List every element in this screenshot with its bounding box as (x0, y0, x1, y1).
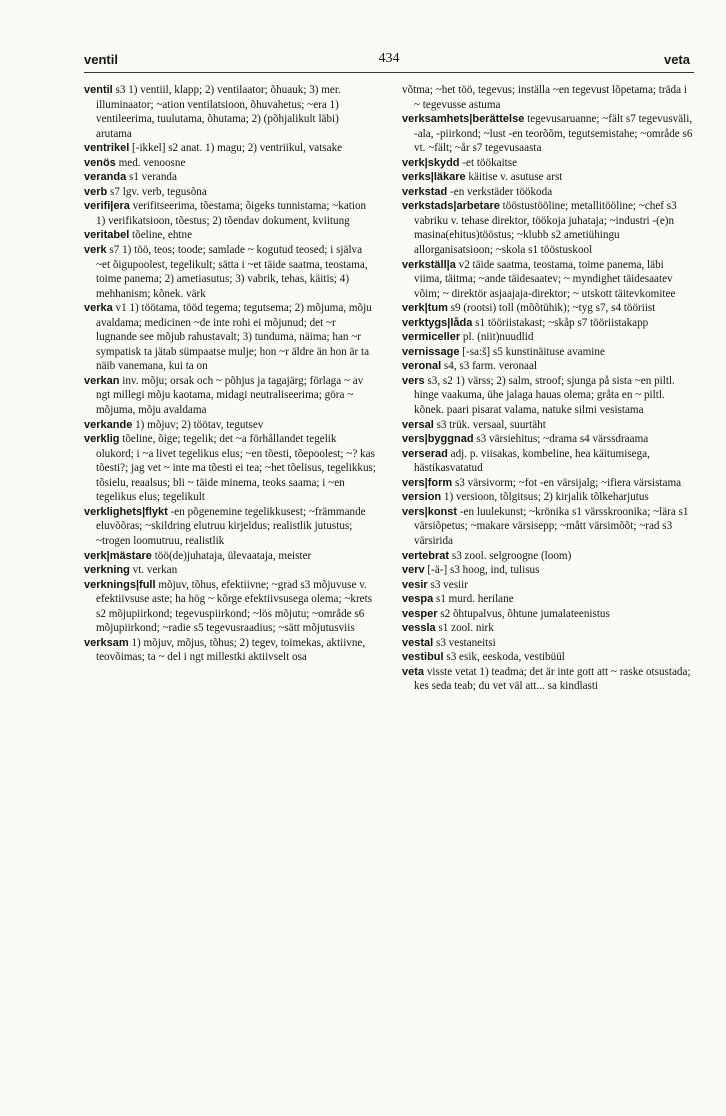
entry-definition: -en põgenemine tegelikkusest; ~främmande eluvõõras; ~skildring elutruu kirjeldus; realistlik jutustus; ~trogen loomutruu, realistlik (96, 505, 366, 547)
dictionary-entry (84, 170, 376, 185)
entry-headword: verktygs|låda (402, 316, 473, 329)
dictionary-entry (402, 490, 694, 505)
dictionary-entry (402, 621, 694, 636)
dictionary-entry (84, 549, 376, 564)
left-column (84, 83, 376, 694)
entry-headword: verifi|era (84, 200, 130, 213)
entry-definition: s3 vesiir (427, 578, 468, 591)
entry-definition: med. venoosne (115, 156, 186, 169)
dictionary-entry (84, 563, 376, 578)
entry-headword: verklig (84, 433, 120, 446)
dictionary-entry (84, 505, 376, 549)
entry-headword: ventrikel (84, 142, 130, 155)
entry-headword: veronal (402, 360, 442, 373)
dictionary-entry (402, 199, 694, 257)
entry-definition: -en luulekunst; ~krönika s1 värsskroonika; ~lära s1 värsiõpetus; ~makare värsisepp; ~mått värsimõõt; ~rad s3 värsirida (414, 505, 689, 547)
entry-definition: s3 zool. selgroogne (loom) (449, 549, 572, 562)
dictionary-entry (402, 83, 694, 112)
dictionary-entry (84, 636, 376, 665)
dictionary-entry (84, 301, 376, 374)
entry-definition: v1 1) töötama, tööd tegema; tegutsema; 2) mõjuma, mõju avaldama; medicinen ~de inte rohi ei mõjunud; det ~r lugnande see mõjub rahustavalt; 3) tunduma, näima; han ~r sympatisk ta jätab sümpaatse mulje; hon ~r äldre än hon är ta näib vanemana, kui ta on (96, 302, 372, 373)
entry-definition: vt. verkan (129, 564, 178, 577)
dictionary-entry (402, 505, 694, 549)
dictionary-entry (402, 345, 694, 360)
entry-definition: 1) mõjuv; 2) töötav, tegutsev (132, 418, 264, 431)
right-column (402, 83, 694, 694)
dictionary-entry (84, 83, 376, 141)
dictionary-entry (402, 359, 694, 374)
entry-definition: s3 esik, eeskoda, vestibüül (443, 651, 565, 664)
dictionary-entry (84, 374, 376, 418)
entry-definition: mõjuv, tõhus, efektiivne; ~grad s3 mõjuvuse v. efektiivsuse aste; ha hög ~ kõrge efektiivsusega olema; ~krets s2 mõjupiirkond; tegevuspiirkond; ~lös mõjutu; ~område s6 mõjupiirkond; ~radie s5 tegevusraadius; ~sätt mõjutusviis (96, 578, 373, 635)
entry-definition: s1 tööriistakast; ~skåp s7 tööriistakapp (472, 316, 649, 329)
entry-headword: verka (84, 302, 113, 315)
dictionary-entry (402, 665, 694, 694)
right-guide-word: veta (663, 52, 690, 67)
dictionary-entry (402, 432, 694, 447)
entry-headword: verk (84, 244, 107, 257)
entry-headword: ventil (84, 84, 113, 96)
entry-headword: veranda (84, 171, 127, 184)
dictionary-entry (402, 301, 694, 316)
dictionary-entry (84, 243, 376, 301)
entry-definition: inv. mõju; orsak och ~ põhjus ja tagajärg; förlaga ~ av ngt millegi mõju kaotama, midagi neutraliseerima; göra ~ mõjuma, mõju avaldama (96, 374, 364, 417)
entry-headword: version (402, 491, 442, 504)
entry-headword: vessla (402, 622, 436, 635)
entry-definition: s4, s3 farm. veronaal (441, 360, 538, 373)
entry-headword: verkning (84, 564, 130, 577)
entry-definition: s1 murd. herilane (433, 593, 514, 606)
dictionary-entry (402, 374, 694, 418)
dictionary-entry (402, 185, 694, 200)
entry-headword: venös (84, 156, 116, 169)
entry-headword: verksam (84, 636, 129, 649)
dictionary-entry (402, 476, 694, 491)
entry-definition: adj. p. viisakas, kombeline, hea käitumisega, hästikasvatatud (414, 447, 650, 475)
entry-headword: vers|byggnad (402, 433, 474, 446)
entry-definition: võtma; ~het töö, tegevus; inställa ~en tegevust lõpetama; träda i ~ tegevusse astuma (402, 84, 687, 111)
dictionary-entry (84, 228, 376, 243)
entry-headword: verv (402, 564, 425, 577)
dictionary-entry (402, 549, 694, 564)
entry-definition: tööstustööline; metallitööline; ~chef s3 vabriku v. tehase direktor, töökoja juhataja; ~industri -(e)n masina(ehitus)tööstus; ~klubb s2 ametiühingu allorganisatsioon; ~skola s1 tööstuskool (414, 200, 677, 257)
dictionary-entry (402, 636, 694, 651)
entry-definition: s3 värsiehitus; ~drama s4 värssdraama (473, 433, 649, 446)
entry-headword: verkande (84, 418, 133, 431)
dictionary-entry (402, 330, 694, 345)
entry-definition: s1 zool. nirk (435, 622, 494, 635)
entry-definition: käitise v. asutuse arst (465, 171, 563, 184)
entry-definition: tegevusaruanne; ~fält s7 tegevusväli, -ala, -piirkond; ~lust -en teorõõm, tegutsemistahe; ~område s6 vt. ~fält; ~år s7 tegevusaasta (414, 113, 693, 155)
dictionary-entry (402, 156, 694, 171)
entry-headword: veritabel (84, 229, 130, 242)
dictionary-entry (402, 447, 694, 476)
entry-headword: verk|mästare (84, 549, 152, 562)
dictionary-entry (402, 316, 694, 331)
entry-headword: verklighets|flykt (84, 505, 168, 518)
entry-headword: vermiceller (402, 331, 461, 344)
dictionary-entry (402, 650, 694, 665)
dictionary-entry (402, 592, 694, 607)
entry-definition: [-ä-] s3 hoog, ind, tulisus (424, 564, 540, 577)
entry-headword: vespa (402, 593, 434, 606)
entry-definition: v2 täide saatma, teostama, toime panema, läbi viima, täitma; ~ande täidesaatev; ~ myndighet täidesaatev võim; ~ direktör asjaajaja-direktor; ~ utskott täitevkomitee (414, 258, 676, 300)
entry-headword: vers (402, 374, 425, 387)
entry-definition: s3, s2 1) värss; 2) salm, stroof; sjunga på sista ~en piltl. hinge vaakuma, ühe jalaga hauas olema; gråta en ~ piltl. kõnek. paari pisarat valama, natuke silmi vesistama (414, 374, 675, 417)
dictionary-entry (402, 112, 694, 156)
dictionary-entry (84, 156, 376, 171)
entry-headword: vesper (402, 607, 438, 620)
entry-definition: [-ikkel] s2 anat. 1) magu; 2) ventriikul, vatsake (129, 142, 343, 155)
entry-definition: s3 vestaneitsi (433, 636, 496, 649)
entry-definition: 1) mõjuv, mõjus, tõhus; 2) tegev, toimekas, aktiivne, teovõimas; ta ~ del i ngt millestki aktiivselt osa (96, 636, 366, 664)
entry-definition: s1 veranda (126, 171, 177, 184)
entry-definition: tõeline, ehtne (129, 229, 193, 242)
entry-definition: s2 õhtupalvus, õhtune jumalateenistus (437, 607, 610, 620)
entry-headword: veta (402, 665, 425, 678)
entry-definition: -et töökaitse (459, 156, 518, 169)
entry-headword: versal (402, 418, 434, 431)
dictionary-entry (402, 607, 694, 622)
dictionary-entry (402, 563, 694, 578)
dictionary-entry (402, 418, 694, 433)
entry-headword: vernissage (402, 345, 460, 358)
entry-definition: [-sa:š] s5 kunstinäituse avamine (459, 345, 605, 358)
entry-definition: -en verkstäder töökoda (447, 185, 553, 198)
entry-headword: verkställ|a (402, 258, 456, 271)
entry-headword: verkan (84, 374, 120, 387)
entry-headword: vers|form (402, 476, 453, 489)
entry-headword: verknings|full (84, 578, 156, 591)
dictionary-entry (84, 432, 376, 505)
dictionary-entry (402, 258, 694, 302)
dictionary-entry (84, 185, 376, 200)
entry-definition: s3 1) ventiil, klapp; 2) ventilaator; õhuauk; 3) mer. illuminaator; ~ation ventilatsioon, õhuvahetus; ~era 1) ventileerima, tuulutama, õhutama; 2) (põhjalikult läbi) arutama (96, 84, 341, 140)
entry-headword: vers|konst (402, 505, 458, 518)
entry-headword: verks|läkare (402, 171, 466, 184)
entry-definition: visste vetat 1) teadma; det är inte gott att ~ raske otsustada; kes seda teab; du vet väl att... sa kindlasti (414, 665, 691, 693)
dictionary-entry (402, 578, 694, 593)
entry-definition: tõeline, õige; tegelik; det ~a förhållandet tegelik olukord; i ~a livet tegelikus elus; ~en tõesti, tõepoolest; ~? kas tõesti?; jag vet ~ inte ma tõesti ei tea; ~het tõelisus, tegelikkus; tõsielu, reaalsus; bli ~ täide minema, teoks saama; i ~en tegelikus elus; tegelikult (96, 433, 376, 504)
dictionary-entry (84, 199, 376, 228)
dictionary-entry (84, 418, 376, 433)
page-header (84, 46, 694, 73)
page-number: 434 (378, 51, 400, 66)
entry-definition: verifitseerima, tõestama; õigeks tunnistama; ~kation 1) verifikatsioon, tõestus; 2) tõendav dokument, kviitung (96, 200, 367, 227)
entry-headword: vestibul (402, 651, 444, 664)
entry-definition: s7 lgv. verb, tegusõna (107, 185, 207, 198)
entry-definition: s3 värsivorm; ~fot -en värsijalg; ~ifiera värsistama (452, 476, 682, 489)
entry-headword: verksamhets|berättelse (402, 113, 525, 126)
entry-headword: vestal (402, 636, 434, 649)
entry-headword: verserad (402, 447, 448, 460)
entry-definition: pl. (niit)nuudlid (460, 331, 534, 344)
entry-definition: töö(de)juhataja, ülevaataja, meister (151, 549, 312, 562)
entry-headword: verkstad (402, 185, 448, 198)
dictionary-entry (402, 170, 694, 185)
entry-headword: verb (84, 185, 108, 198)
entry-headword: verk|tum (402, 302, 448, 315)
entry-headword: vertebrat (402, 549, 450, 562)
entry-definition: 1) versioon, tõlgitsus; 2) kirjalik tõlkeharjutus (441, 491, 649, 504)
entry-headword: vesir (402, 578, 428, 591)
columns (84, 83, 694, 694)
entry-definition: s7 1) töö, teos; toode; samlade ~ kogutud teosed; i själva ~et õigupoolest, tegelikult; sätta i ~et täide saatma, teostama, toime panema; 2) ametiasutus; 3) vabrik, tehas, käitis; 4) mehhanism; kõnek. värk (96, 244, 368, 300)
entry-headword: verk|skydd (402, 156, 460, 169)
entry-headword: verkstads|arbetare (402, 200, 500, 213)
entry-definition: s9 (rootsi) toll (mõõtühik); ~tyg s7, s4 tööriist (447, 302, 656, 315)
dictionary-entry (84, 141, 376, 156)
entry-definition: s3 trük. versaal, suurtäht (433, 418, 546, 431)
dictionary-entry (84, 578, 376, 636)
left-guide-word: ventil (84, 52, 118, 67)
